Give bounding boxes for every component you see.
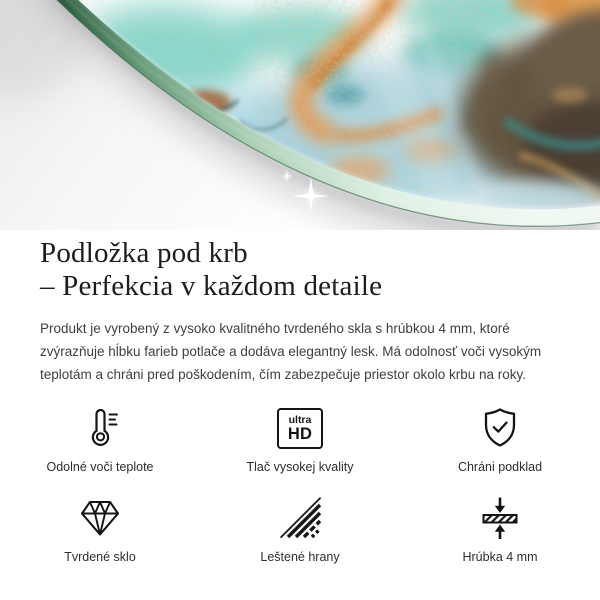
thickness-icon xyxy=(476,495,524,541)
title-line-1: Podložka pod krb xyxy=(40,237,248,269)
feature-label: Tvrdené sklo xyxy=(64,550,136,564)
thermometer-icon xyxy=(76,405,124,451)
ultra-hd-icon: ultra HD xyxy=(277,405,323,451)
feature-heat-resistant xyxy=(0,405,200,474)
polished-edges-icon xyxy=(276,495,324,541)
feature-print-quality xyxy=(200,405,400,474)
shield-check-icon xyxy=(476,405,524,451)
feature-label: Leštené hrany xyxy=(260,550,340,564)
feature-label: Odolné voči teplote xyxy=(46,460,154,474)
feature-polished-edges xyxy=(200,495,400,564)
product-description-text: Produkt je vyrobený z vysoko kvalitného tvrdeného skla s hrúbkou 4 mm, ktoré zvýrazňuje hĺbku farieb potlače a dodáva elegantný lesk. Má odolnosť voči vysokým teplotám a chráni pred poškodením, čím zabezpečuje priestor okolo krbu na roky. xyxy=(40,321,542,382)
glass-pad-image xyxy=(0,0,600,230)
feature-label: Chráni podklad xyxy=(457,460,543,474)
feature-label: Hrúbka 4 mm xyxy=(462,550,538,564)
feature-tempered-glass xyxy=(0,495,200,564)
diamond-icon xyxy=(76,495,124,541)
product-description-section xyxy=(0,237,600,564)
product-photo xyxy=(0,0,600,230)
feature-protects-surface xyxy=(400,405,600,474)
page-title xyxy=(40,237,560,303)
feature-thickness xyxy=(400,495,600,564)
title-line-2: – Perfekcia v každom detaile xyxy=(40,270,383,302)
feature-grid xyxy=(0,405,600,564)
feature-label: Tlač vysokej kvality xyxy=(246,460,354,474)
